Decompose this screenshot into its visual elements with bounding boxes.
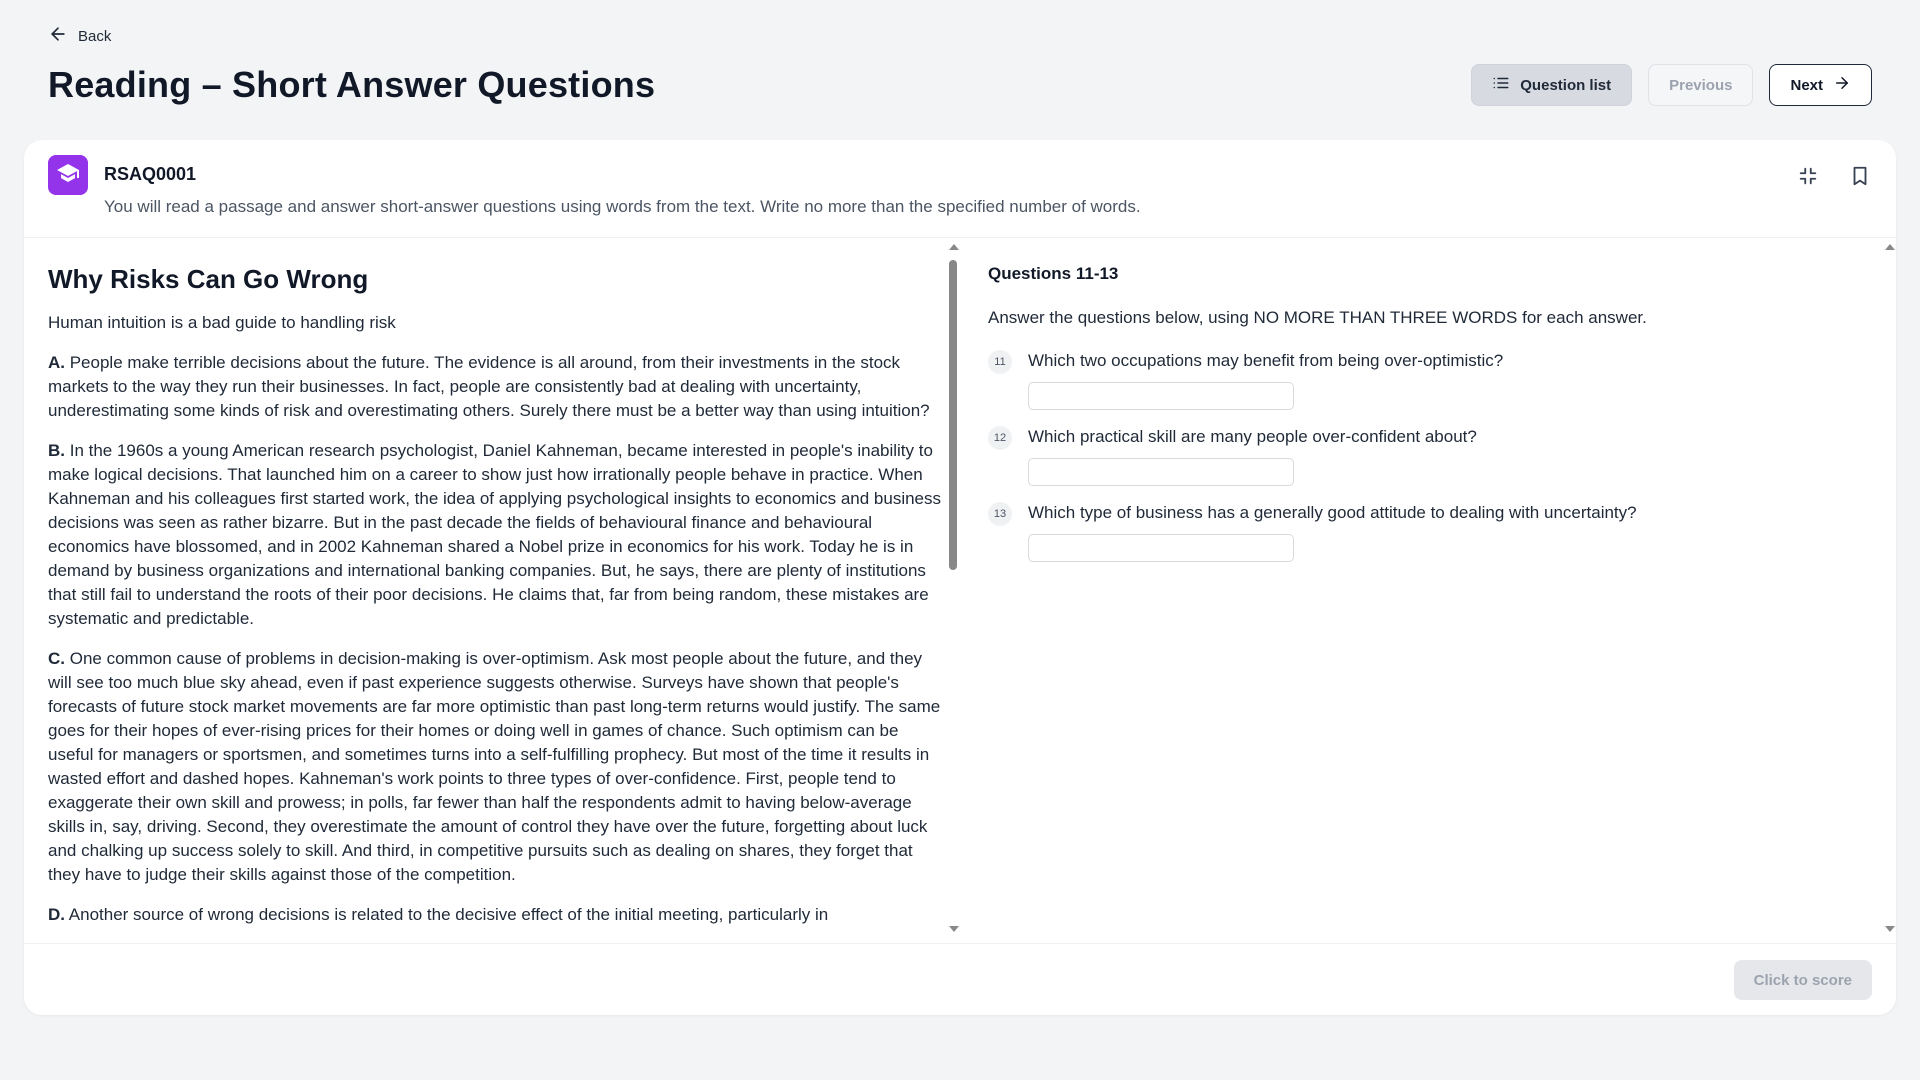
task-card [24, 140, 1896, 1015]
paragraph-label: B. [48, 441, 65, 460]
paragraph-label: D. [48, 905, 65, 924]
paragraph-text: Another source of wrong decisions is related to the decisive effect of the initial meeting, particularly in [65, 905, 829, 924]
back-button[interactable] [48, 24, 111, 48]
question-item [988, 426, 1868, 502]
passage-scrollbar[interactable] [946, 240, 960, 940]
passage-paragraph-c [48, 647, 948, 887]
task-description: You will read a passage and answer short-answer questions using words from the text. Write no more than the specified number of words. [104, 197, 1141, 216]
previous-button[interactable] [1648, 64, 1753, 106]
arrow-left-icon [48, 24, 68, 48]
arrow-right-icon [1833, 74, 1851, 96]
question-text: Which type of business has a generally good attitude to dealing with uncertainty? [1028, 503, 1637, 522]
score-button[interactable]: Click to score [1734, 960, 1872, 1000]
paragraph-text: People make terrible decisions about the future. The evidence is all around, from their investments in the stock markets to the way they run their businesses. In fact, people are consistently bad at dealing with uncertainty, underestimating some kinds of risk and overestimating others. Surely there must be a better way than using intuition? [48, 353, 930, 420]
scroll-up-icon[interactable] [949, 244, 959, 250]
passage-subtitle: Human intuition is a bad guide to handling risk [48, 313, 396, 332]
question-number: 13 [988, 502, 1012, 526]
list-icon [1492, 74, 1510, 96]
questions-heading: Questions 11-13 [988, 264, 1119, 283]
question-text: Which practical skill are many people over-confident about? [1028, 427, 1477, 446]
header-actions [1796, 164, 1872, 188]
paragraph-text: In the 1960s a young American research psychologist, Daniel Kahneman, became interested in people's inability to make logical decisions. That launched him on a career to show just how irrationally people behave in practice. When Kahneman and his colleagues first started work, the idea of applying psychological insights to economics and business decisions was seen as rather bizarre. But in the past decade the fields of behavioural finance and behavioural economics have blossomed, and in 2002 Kahneman shared a Nobel prize in economics for his work. Today he is in demand by business organizations and international banking companies. But, he says, there are plenty of institutions that still fail to understand the roots of their poor decisions. He claims that, far from being random, these mistakes are systematic and predictable. [48, 441, 942, 628]
top-bar [48, 24, 1872, 114]
paragraph-text: One common cause of problems in decision-making is over-optimism. Ask most people about the future, and they will see too much blue sky ahead, even if past experience suggests otherwise. Surveys have shown that people's forecasts of future stock market movements are far more optimistic than past long-term returns would justify. The same goes for their hopes of ever-rising prices for their homes or doing well in games of chance. Such optimism can be useful for managers or sportsmen, and sometimes turns into a self-fulfilling prophecy. But most of the time it results in wasted effort and dashed hopes. Kahneman's work points to three types of over-confidence. First, people tend to exaggerate their own skill and prowess; in polls, far fewer than half the respondents admit to having below-average skills in, say, driving. Second, they overestimate the amount of control they have over the future, forgetting about luck and chalking up success solely to skill. And third, in competitive pursuits such as dealing on shares, they forget that they have to judge their skills against those of the competition. [48, 649, 941, 884]
next-label: Next [1790, 76, 1823, 94]
passage-paragraph-a [48, 351, 948, 423]
question-number: 12 [988, 426, 1012, 450]
next-button[interactable] [1769, 64, 1872, 106]
top-actions [1471, 64, 1872, 106]
scrollbar-thumb[interactable] [949, 260, 957, 570]
back-label: Back [78, 27, 112, 45]
task-code: RSAQ0001 [104, 164, 197, 184]
answer-input[interactable] [1028, 382, 1294, 410]
task-footer [24, 943, 1896, 1015]
previous-label: Previous [1669, 76, 1733, 94]
paragraph-label: C. [48, 649, 65, 668]
passage-paragraph-b [48, 439, 948, 631]
passage-pane[interactable] [48, 258, 948, 958]
scroll-down-icon[interactable] [1885, 926, 1895, 932]
questions-pane [988, 258, 1868, 958]
task-badge [48, 155, 88, 195]
scroll-up-icon[interactable] [1885, 244, 1895, 250]
questions-scrollbar[interactable] [1882, 240, 1896, 940]
bookmark-icon[interactable] [1848, 164, 1872, 188]
collapse-icon[interactable] [1796, 164, 1820, 188]
question-text: Which two occupations may benefit from being over-optimistic? [1028, 351, 1504, 370]
question-number: 11 [988, 350, 1012, 374]
passage-paragraph-d [48, 903, 948, 927]
task-header [24, 140, 1896, 238]
questions-instruction: Answer the questions below, using NO MORE THAN THREE WORDS for each answer. [988, 308, 1647, 327]
answer-input[interactable] [1028, 458, 1294, 486]
scroll-down-icon[interactable] [949, 926, 959, 932]
question-item [988, 502, 1868, 578]
graduation-cap-icon [56, 161, 80, 190]
passage-title: Why Risks Can Go Wrong [48, 264, 369, 294]
paragraph-label: A. [48, 353, 65, 372]
question-list-label: Question list [1520, 76, 1612, 94]
question-list-button[interactable] [1471, 64, 1632, 106]
question-item [988, 350, 1868, 426]
answer-input[interactable] [1028, 534, 1294, 562]
page-title: Reading – Short Answer Questions [48, 64, 656, 105]
